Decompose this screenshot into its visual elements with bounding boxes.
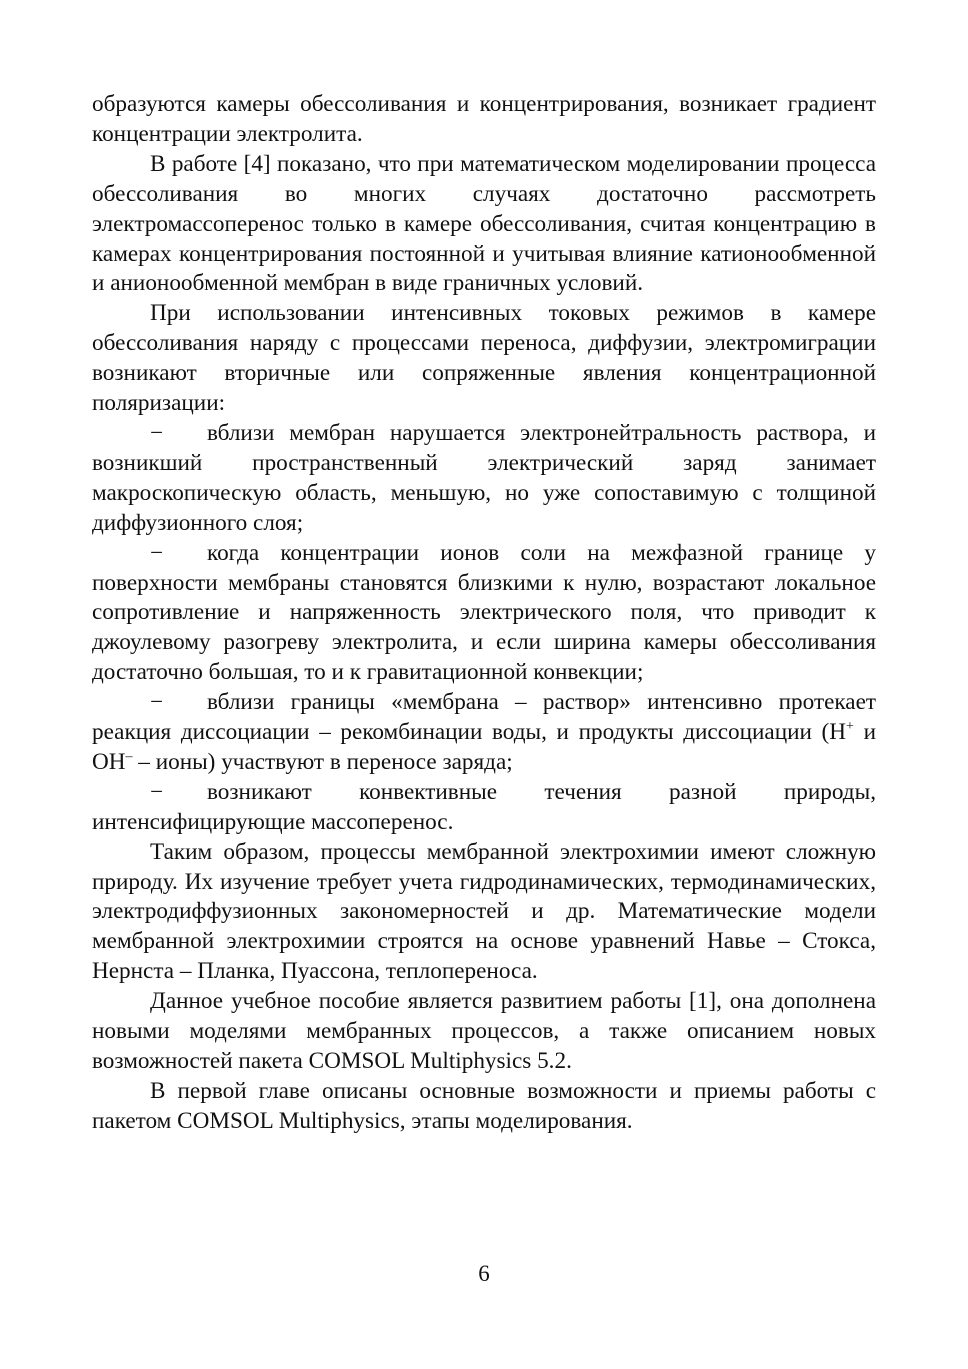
list-item-text-part: и OH [92,719,876,775]
paragraph-conclusion: Таким образом, процессы мембранной электрохимии имеют сложную природу. Их изучение требует учета гидродинамических, термодинамических, электродиффузионных закономерностей и др. Математические модели мембранной электрохимии строятся на основе уравнений Навье – Стокса, Нернста – Планка, Пуассона, теплопереноса. [92,838,876,985]
list-item-text: когда концентрации ионов соли на межфазной границе у поверхности мембраны становятся близкими к нулю, возрастают локальное сопротивление и напряженность электрического поля, что приводит к джоулевому разогреву электролита, и если ширина камеры обессоливания достаточно большая, то и к гравитационной конвекции; [92,539,876,686]
paragraph-continuation: образуются камеры обессоливания и концентрирования, возникает градиент концентрации электролита. [92,91,876,147]
list-item [92,419,876,539]
list-item-text: возникают конвективные течения разной природы, интенсифицирующие массоперенос. [92,778,876,835]
list-marker: − [150,778,164,805]
list-marker: − [150,539,164,566]
list-marker: − [150,419,164,446]
paragraph-first-chapter: В первой главе описаны основные возможности и приемы работы с пакетом COMSOL Multiphysics, этапы моделирования. [92,1077,876,1134]
list-item-text: вблизи мембран нарушается электронейтральность раствора, и возникший пространственный электрический заряд занимает макроскопическую область, меньшую, но уже сопоставимую с толщиной диффузионного слоя; [92,419,876,536]
paragraph-manual-description: Данное учебное пособие является развитием работы [1], она дополнена новыми моделями мембранных процессов, а также описанием новых возможностей пакета COMSOL Multiphysics 5.2. [92,988,876,1074]
superscript-plus: + [846,719,854,735]
document-page [92,90,876,1137]
list-item [92,688,876,778]
paragraph-intensive-current: При использовании интенсивных токовых режимов в камере обессоливания наряду с процессами переноса, диффузии, электромиграции возникают вторичные или сопряженные явления концентрационной поляризации: [92,300,876,417]
list-item [92,778,876,838]
paragraph-modeling-reference: В работе [4] показано, что при математическом моделировании процесса обессоливания во многих случаях достаточно рассмотреть электромассоперенос только в камере обессоливания, считая концентрацию в камерах концентрирования постоянной и учитывая влияние катионообменной и анионообменной мембран в виде граничных условий. [92,150,876,297]
list-item-text-part: вблизи границы «мембрана – раствор» интенсивно протекает реакция диссоциации – рекомбинации воды, и продукты диссоциации (H [92,689,876,746]
list-item [92,539,876,689]
list-item-text-part: – ионы) участвуют в переносе заряда; [132,748,513,775]
superscript-minus: – [125,748,133,764]
page-number: 6 [478,1261,490,1286]
list-marker: − [150,689,164,716]
